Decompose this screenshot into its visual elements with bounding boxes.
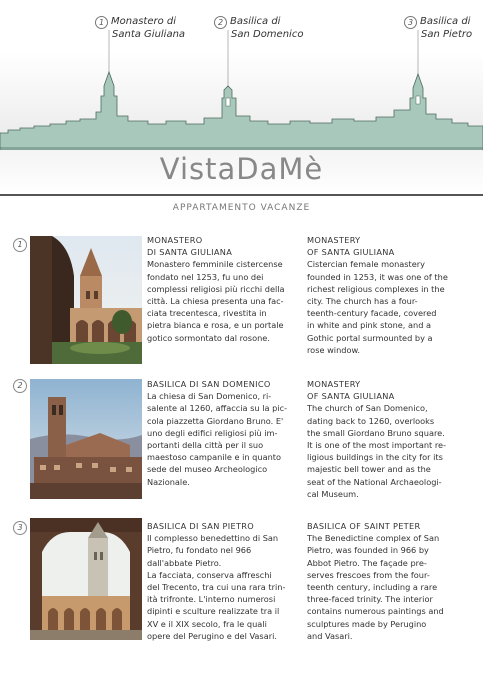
title-rule [0,194,483,196]
section-3-en-line: contains numerous paintings and [307,606,444,617]
section-3-en-line: serves frescoes from the four- [307,569,430,580]
section-2-it-line: La chiesa di San Domenico, ri- [147,391,272,402]
section-2-it-line: salente al 1260, affaccia su la pic- [147,403,288,414]
landmark-number-1: 1 [95,16,108,29]
section-1-en-heading-1: MONASTERY [307,235,361,245]
section-3-en-line: and Vasari. [307,630,353,641]
section-1-it-line: pietra bianca e rosa, e un portale [147,320,284,331]
landmark-1-line2: Santa Giuliana [112,29,186,40]
section-2-en-line: majestic bell tower and as the [307,464,431,475]
section-3-it-line: del Trecento, tra cui una rara trin- [147,582,286,593]
section-3-it [147,520,299,642]
section-2-it-line: Nazionale. [147,476,190,487]
section-1-en-line: richest religious complexes in the [307,283,445,294]
section-1-it-line: fondato nel 1253, fu uno dei [147,271,264,282]
section-1-it-line: città. La chiesa presenta una fac- [147,296,284,307]
section-3-it-line: opere del Perugino e del Vasari. [147,630,277,641]
section-3-it-line: Il complesso benedettino di San [147,533,279,544]
section-1-en [307,234,459,356]
section-3-it-line: La facciata, conserva affreschi [147,569,272,580]
section-1-en-line: Gothic portal surmounted by a [307,332,433,343]
section-2-en-line: ligious buildings in the city for its [307,452,443,463]
section-2-it-line: maestoso campanile e in quanto [147,452,281,463]
photo-santa-giuliana [30,236,142,364]
section-1-it-line: Monastero femminile cistercense [147,259,283,270]
section-3-en-line: The Benedictine complex of San [307,533,440,544]
landmark-number-2: 2 [214,16,227,29]
section-3-it-line: XV e il XIX secolo, fra le quali [147,618,267,629]
section-2-en [307,378,459,500]
section-1-en-line: city. The church has a four- [307,296,418,307]
section-3-en-line: Pietro, was founded in 966 by [307,545,429,556]
section-2-en-heading-2: OF SANTA GIULIANA [307,391,395,402]
section-2-it-line: uno degli edifici religiosi più im- [147,427,278,438]
landmark-number-3: 3 [404,16,417,29]
section-number-1: 1 [13,238,27,252]
landmark-3-line1: Basilica di [420,16,471,27]
section-3-it-heading-1: BASILICA DI SAN PIETRO [147,521,254,531]
section-3-en-heading-1: BASILICA OF SAINT PETER [307,521,421,531]
section-1-en-line: Cistercian female monastery [307,259,426,270]
section-3-en-line: sculptures made by Perugino [307,618,427,629]
landmark-2-line2: San Domenico [231,29,304,40]
photo-san-pietro [30,518,142,640]
brand-title: VistaDaMè [159,152,324,186]
section-2-en-heading-1: MONASTERY [307,379,361,389]
section-1-it-heading-1: MONASTERO [147,235,203,245]
section-1-en-line: founded in 1253, it was one of the [307,271,448,282]
landmark-label-1 [95,16,185,41]
section-3-it-line: dipinti e sculture realizzate tra il [147,606,280,617]
section-1-en-line: rose window. [307,344,361,355]
section-2-it-line: sede del museo Archeologico [147,464,268,475]
section-3-it-line: Pietro, fu fondato nel 966 [147,545,252,556]
section-1-it-line: complessi religiosi più ricchi della [147,283,285,294]
section-3-it-line: ità trifronte. L'interno numerosi [147,594,276,605]
section-1-en-heading-2: OF SANTA GIULIANA [307,247,395,258]
landmark-1-line1: Monastero di [111,16,177,27]
section-2-en-line: dating back to 1260, overlooks [307,415,435,426]
section-3-en [307,520,459,642]
landmark-2-line1: Basilica di [230,16,281,27]
section-3-en-line: Abbot Pietro. The façade pre- [307,557,427,568]
section-1-it-line: ciata trecentesca, rivestita in [147,308,267,319]
section-3-en-line: teenth century, including a rare [307,582,438,593]
section-2-en-line: It is one of the most important re- [307,440,447,451]
section-2-it-heading-1: BASILICA DI SAN DOMENICO [147,379,271,389]
section-2-it-line: portanti della città per il suo [147,440,264,451]
section-2-en-line: The church of San Domenico, [307,403,428,414]
landmark-label-2 [214,16,303,41]
section-3-en-line: three-faced trinity. The interior [307,594,433,605]
section-2-en-line: cal Museum. [307,488,359,499]
section-2-it [147,378,299,488]
brand-subtitle: APPARTAMENTO VACANZE [172,203,311,213]
section-1-it-heading-2: DI SANTA GIULIANA [147,247,233,258]
section-number-2: 2 [13,379,27,393]
photo-san-domenico [30,379,142,507]
section-number-3: 3 [13,521,27,535]
landmark-label-3 [404,16,472,41]
section-1-en-line: teenth-century facade, covered [307,308,437,319]
section-1-it-line: gotico sormontato dal rosone. [147,332,270,343]
section-1-it [147,234,299,344]
section-1-en-line: in white and pink stone, and a [307,320,432,331]
section-3-it-line: dall'abbate Pietro. [147,557,222,568]
landmark-3-line2: San Pietro [421,29,473,40]
section-2-it-line: cola piazzetta Giordano Bruno. E' [147,415,284,426]
section-2-en-line: seat of the National Archaeologi- [307,476,442,487]
section-2-en-line: the small Giordano Bruno square. [307,427,445,438]
